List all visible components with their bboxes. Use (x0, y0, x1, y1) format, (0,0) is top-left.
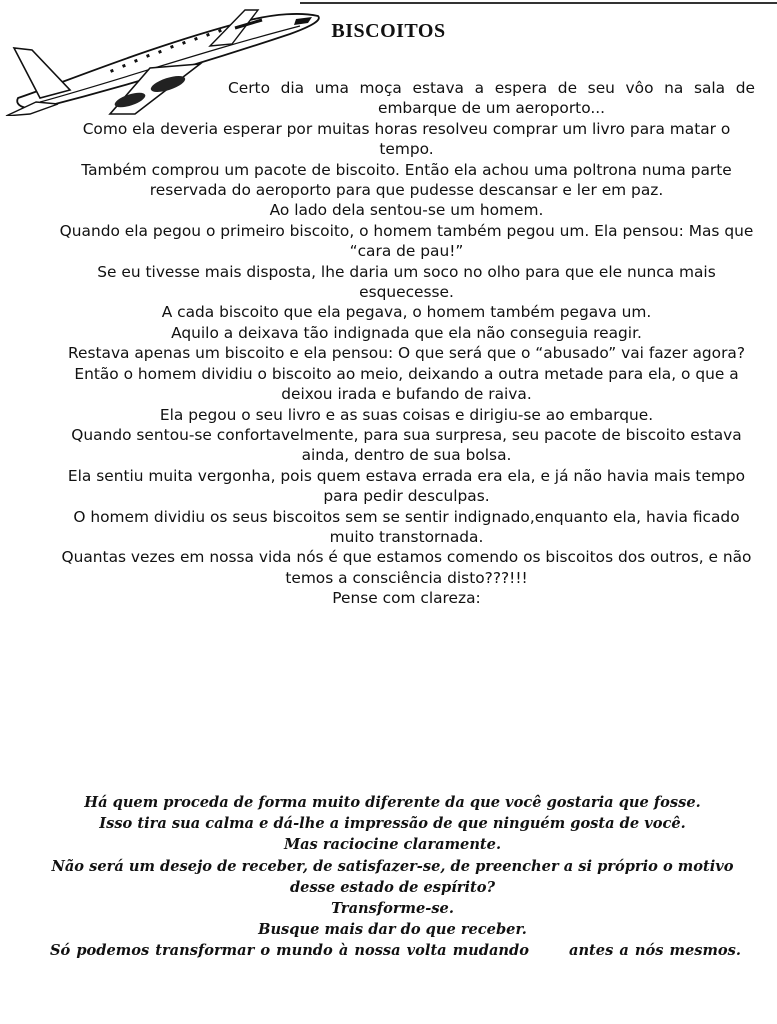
page-title: BISCOITOS (331, 20, 446, 42)
story-paragraph: Então o homem dividiu o biscoito ao meio, deixando a outra metade para ela, o que a deixou irada e bufando de raiva. (74, 364, 739, 404)
story-paragraph: Ao lado dela sentou-se um homem. (269, 201, 544, 220)
story-paragraph: Quando sentou-se confortavelmente, para sua surpresa, seu pacote de biscoito estava ainda, dentro de sua bolsa. (71, 425, 742, 465)
reflection-line: Transforme-se. (331, 900, 454, 918)
top-rule (300, 2, 777, 4)
story-paragraph: Aquilo a deixava tão indignada que ela não conseguia reagir. (171, 323, 642, 342)
story-paragraph: Ela sentiu muita vergonha, pois quem estava errada era ela, e já não havia mais tempo para pedir desculpas. (67, 466, 746, 506)
closing-line (30, 940, 755, 961)
story-paragraph: Restava apenas um biscoito e ela pensou: O que será que o “abusado” vai fazer agora? (67, 344, 745, 363)
reflection-line: Isso tira sua calma e dá-lhe a impressão de que ninguém gosta de você. (99, 815, 686, 833)
story-paragraph: Quando ela pegou o primeiro biscoito, o homem também pegou um. Ela pensou: Mas que “cara de pau!” (59, 221, 754, 261)
story-paragraph: Certo dia uma moça estava a espera de seu vôo na sala de embarque de um aeroporto... (228, 79, 755, 118)
story-paragraph: Ela pegou o seu livro e as suas coisas e dirigiu-se ao embarque. (159, 405, 654, 424)
story-text (58, 78, 755, 609)
story-paragraph: Se eu tivesse mais disposta, lhe daria um soco no olho para que ele nunca mais esquecesse. (97, 262, 716, 302)
reflection-line: Busque mais dar do que receber. (258, 921, 527, 939)
reflection-text (30, 792, 755, 962)
reflection-line: Não será um desejo de receber, de satisfazer-se, de preencher a si próprio o motivo desse estado de espírito? (51, 857, 734, 896)
story-paragraph: O homem dividiu os seus biscoitos sem se sentir indignado,enquanto ela, havia ficado muito transtornada. (73, 507, 740, 546)
story-paragraph: Pense com clareza: (332, 589, 481, 608)
closing-part-2: antes a nós mesmos. (568, 942, 741, 960)
reflection-line: Mas raciocine claramente. (283, 836, 502, 854)
reflection-line: Há quem proceda de forma muito diferente da que você gostaria que fosse. (84, 794, 701, 811)
closing-part-1: Só podemos transformar o mundo à nossa volta mudando (50, 942, 529, 960)
story-paragraph: Como ela deveria esperar por muitas horas resolveu comprar um livro para matar o tempo. (82, 119, 731, 159)
story-paragraph: A cada biscoito que ela pegava, o homem também pegava um. (161, 303, 652, 322)
story-paragraph: Também comprou um pacote de biscoito. Então ela achou uma poltrona numa parte reservada do aeroporto para que pudesse descansar e ler em paz. (81, 160, 732, 200)
story-paragraph: Quantas vezes em nossa vida nós é que estamos comendo os biscoitos dos outros, e não temos a consciência disto???!!! (61, 548, 752, 587)
